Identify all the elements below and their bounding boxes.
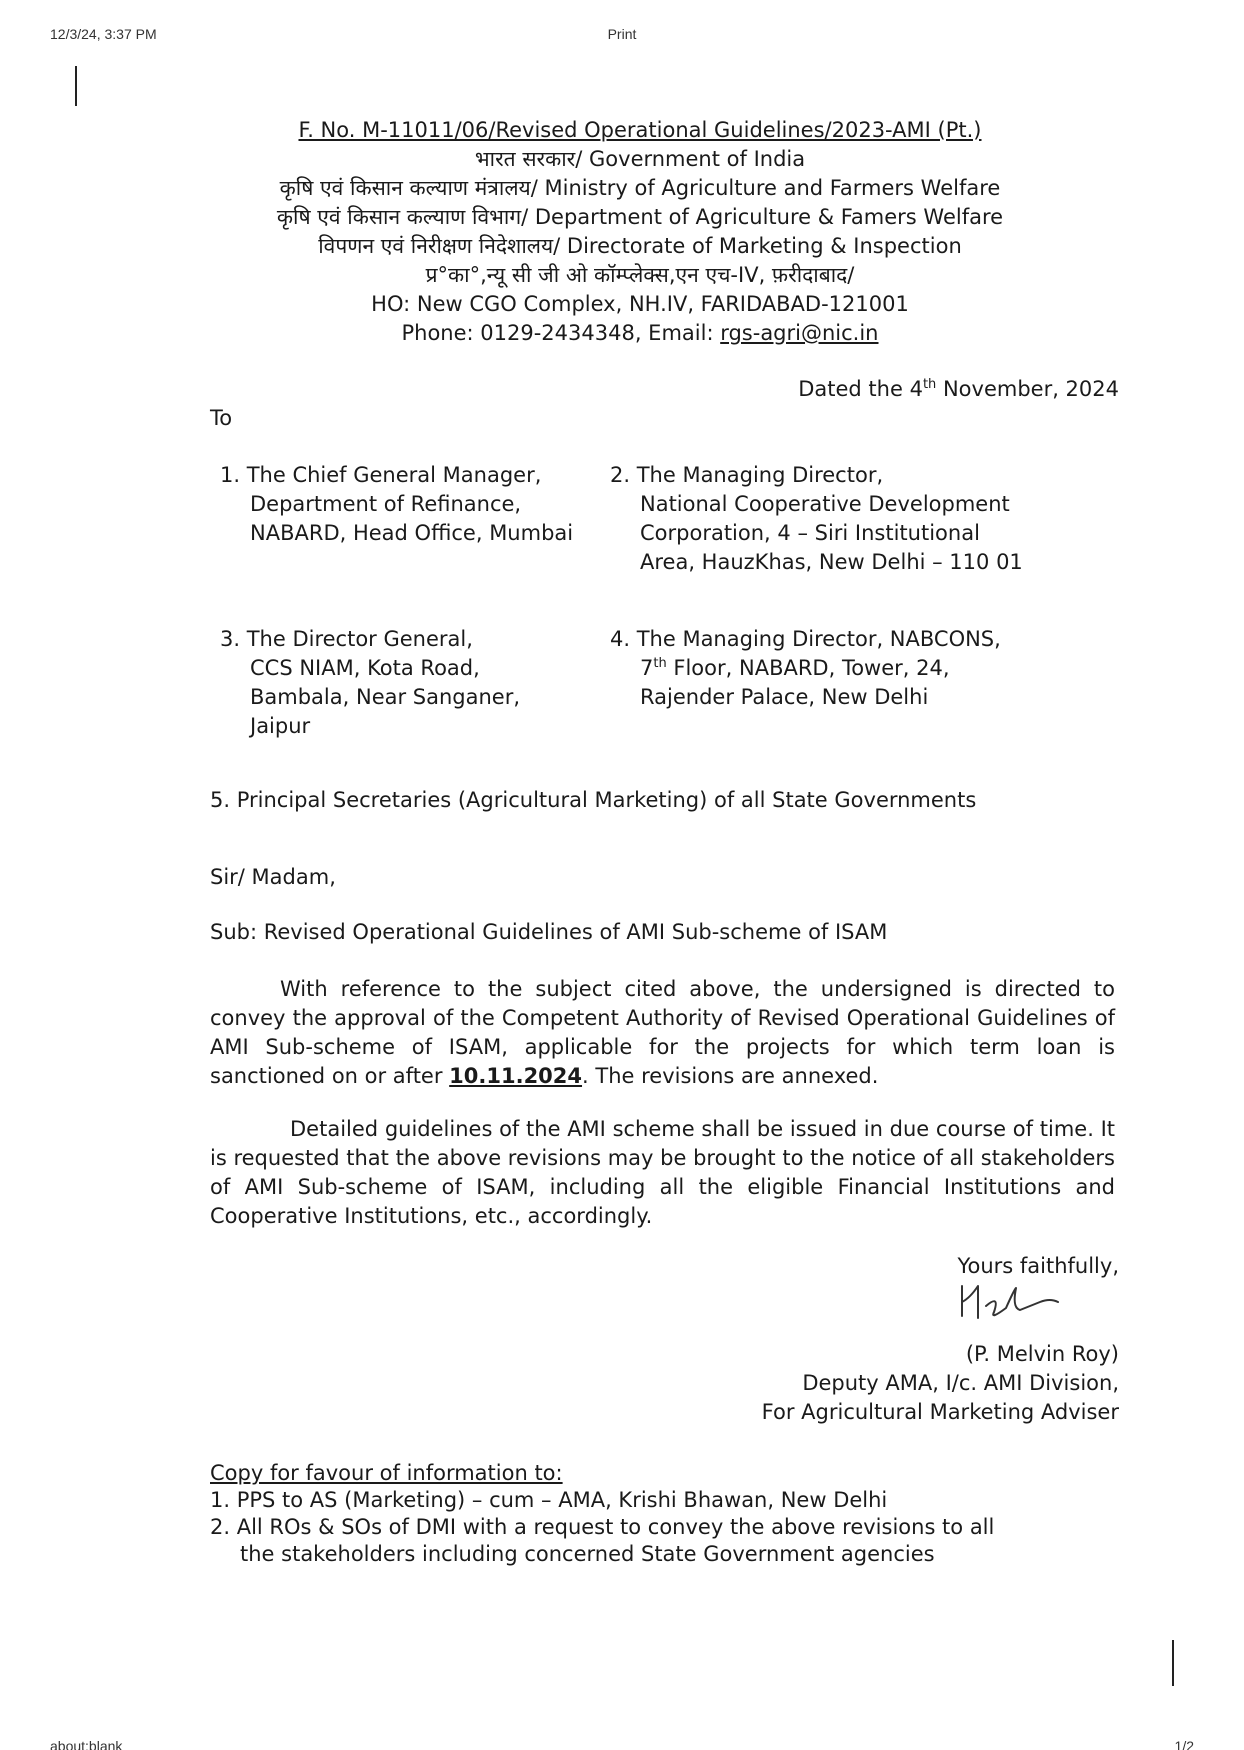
contact-line <box>210 319 1070 348</box>
print-datetime: 12/3/24, 3:37 PM <box>50 26 157 42</box>
signature-image <box>950 1268 1100 1328</box>
letter-date: Dated the 4th November, 2024 <box>798 377 1119 401</box>
addressee-4: 4. The Managing Director, NABCONS, 7th Floor, NABARD, Tower, 24, Rajender Palace, New Delhi <box>610 627 1001 709</box>
addressee-2: 2. The Managing Director, National Cooperative Development Corporation, 4 – Siri Institutional Area, HauzKhas, New Delhi – 110 01 <box>610 463 1023 574</box>
email-link[interactable]: rgs-agri@nic.in <box>720 321 879 345</box>
copy-heading: Copy for favour of information to: <box>210 1461 563 1485</box>
address-english: HO: New CGO Complex, NH.IV, FARIDABAD-121001 <box>371 292 909 316</box>
government-line: भारत सरकार/ Government of India <box>474 147 806 171</box>
effective-date: 10.11.2024 <box>449 1064 583 1088</box>
print-title: Print <box>607 26 637 42</box>
addressee-3: 3. The Director General, CCS NIAM, Kota Road, Bambala, Near Sanganer, Jaipur <box>220 627 521 738</box>
copy-item-2: 2. All ROs & SOs of DMI with a request to convey the above revisions to all <box>210 1515 995 1539</box>
body-paragraph-1: With reference to the subject cited above, the undersigned is directed to convey the approval of the Competent Authority of Revised Operational Guidelines of AMI Sub-scheme of ISAM, applicable for the projects for which term loan is sanctioned on or after 10.11.2024. The revisions are annexed. <box>210 977 1115 1088</box>
addressee-1: 1. The Chief General Manager, Department of Refinance, NABARD, Head Office, Mumbai <box>220 463 574 545</box>
signatory-designation: Deputy AMA, I/c. AMI Division, <box>802 1371 1119 1395</box>
letterhead <box>210 116 1070 348</box>
signatory-name: (P. Melvin Roy) <box>965 1342 1119 1366</box>
closing: Yours faithfully, <box>957 1254 1119 1278</box>
file-number: F. No. M-11011/06/Revised Operational Guidelines/2023-AMI (Pt.) <box>298 118 982 142</box>
copy-item-2-continued: the stakeholders including concerned State Government agencies <box>240 1542 935 1566</box>
to-label: To <box>210 406 233 430</box>
subject-line: Sub: Revised Operational Guidelines of AMI Sub-scheme of ISAM <box>210 920 888 944</box>
signatory-for: For Agricultural Marketing Adviser <box>761 1400 1119 1424</box>
ministry-line: कृषि एवं किसान कल्याण मंत्रालय/ Ministry of Agriculture and Farmers Welfare <box>279 176 1001 200</box>
copy-item-1: 1. PPS to AS (Marketing) – cum – AMA, Krishi Bhawan, New Delhi <box>210 1488 888 1512</box>
salutation: Sir/ Madam, <box>210 865 336 889</box>
addressee-5: 5. Principal Secretaries (Agricultural Marketing) of all State Governments <box>210 788 977 812</box>
address-hindi: प्र°का°,न्यू सी जी ओ कॉम्प्लेक्स,एन एच-IV, फ़रीदाबाद/ <box>425 263 855 287</box>
department-line: कृषि एवं किसान कल्याण विभाग/ Department of Agriculture & Famers Welfare <box>276 205 1004 229</box>
print-url: about:blank <box>50 1738 123 1750</box>
phone-label: Phone: 0129-2434348, Email: <box>401 321 721 345</box>
body-paragraph-2: Detailed guidelines of the AMI scheme shall be issued in due course of time. It is requested that the above revisions may be brought to the notice of all stakeholders of AMI Sub-scheme of ISAM, including all the eligible Financial Institutions and Cooperative Institutions, etc., accordingly. <box>210 1117 1115 1228</box>
directorate-line: विपणन एवं निरीक्षण निदेशालय/ Directorate of Marketing & Inspection <box>318 234 962 258</box>
print-page-number: 1/2 <box>1174 1738 1194 1750</box>
